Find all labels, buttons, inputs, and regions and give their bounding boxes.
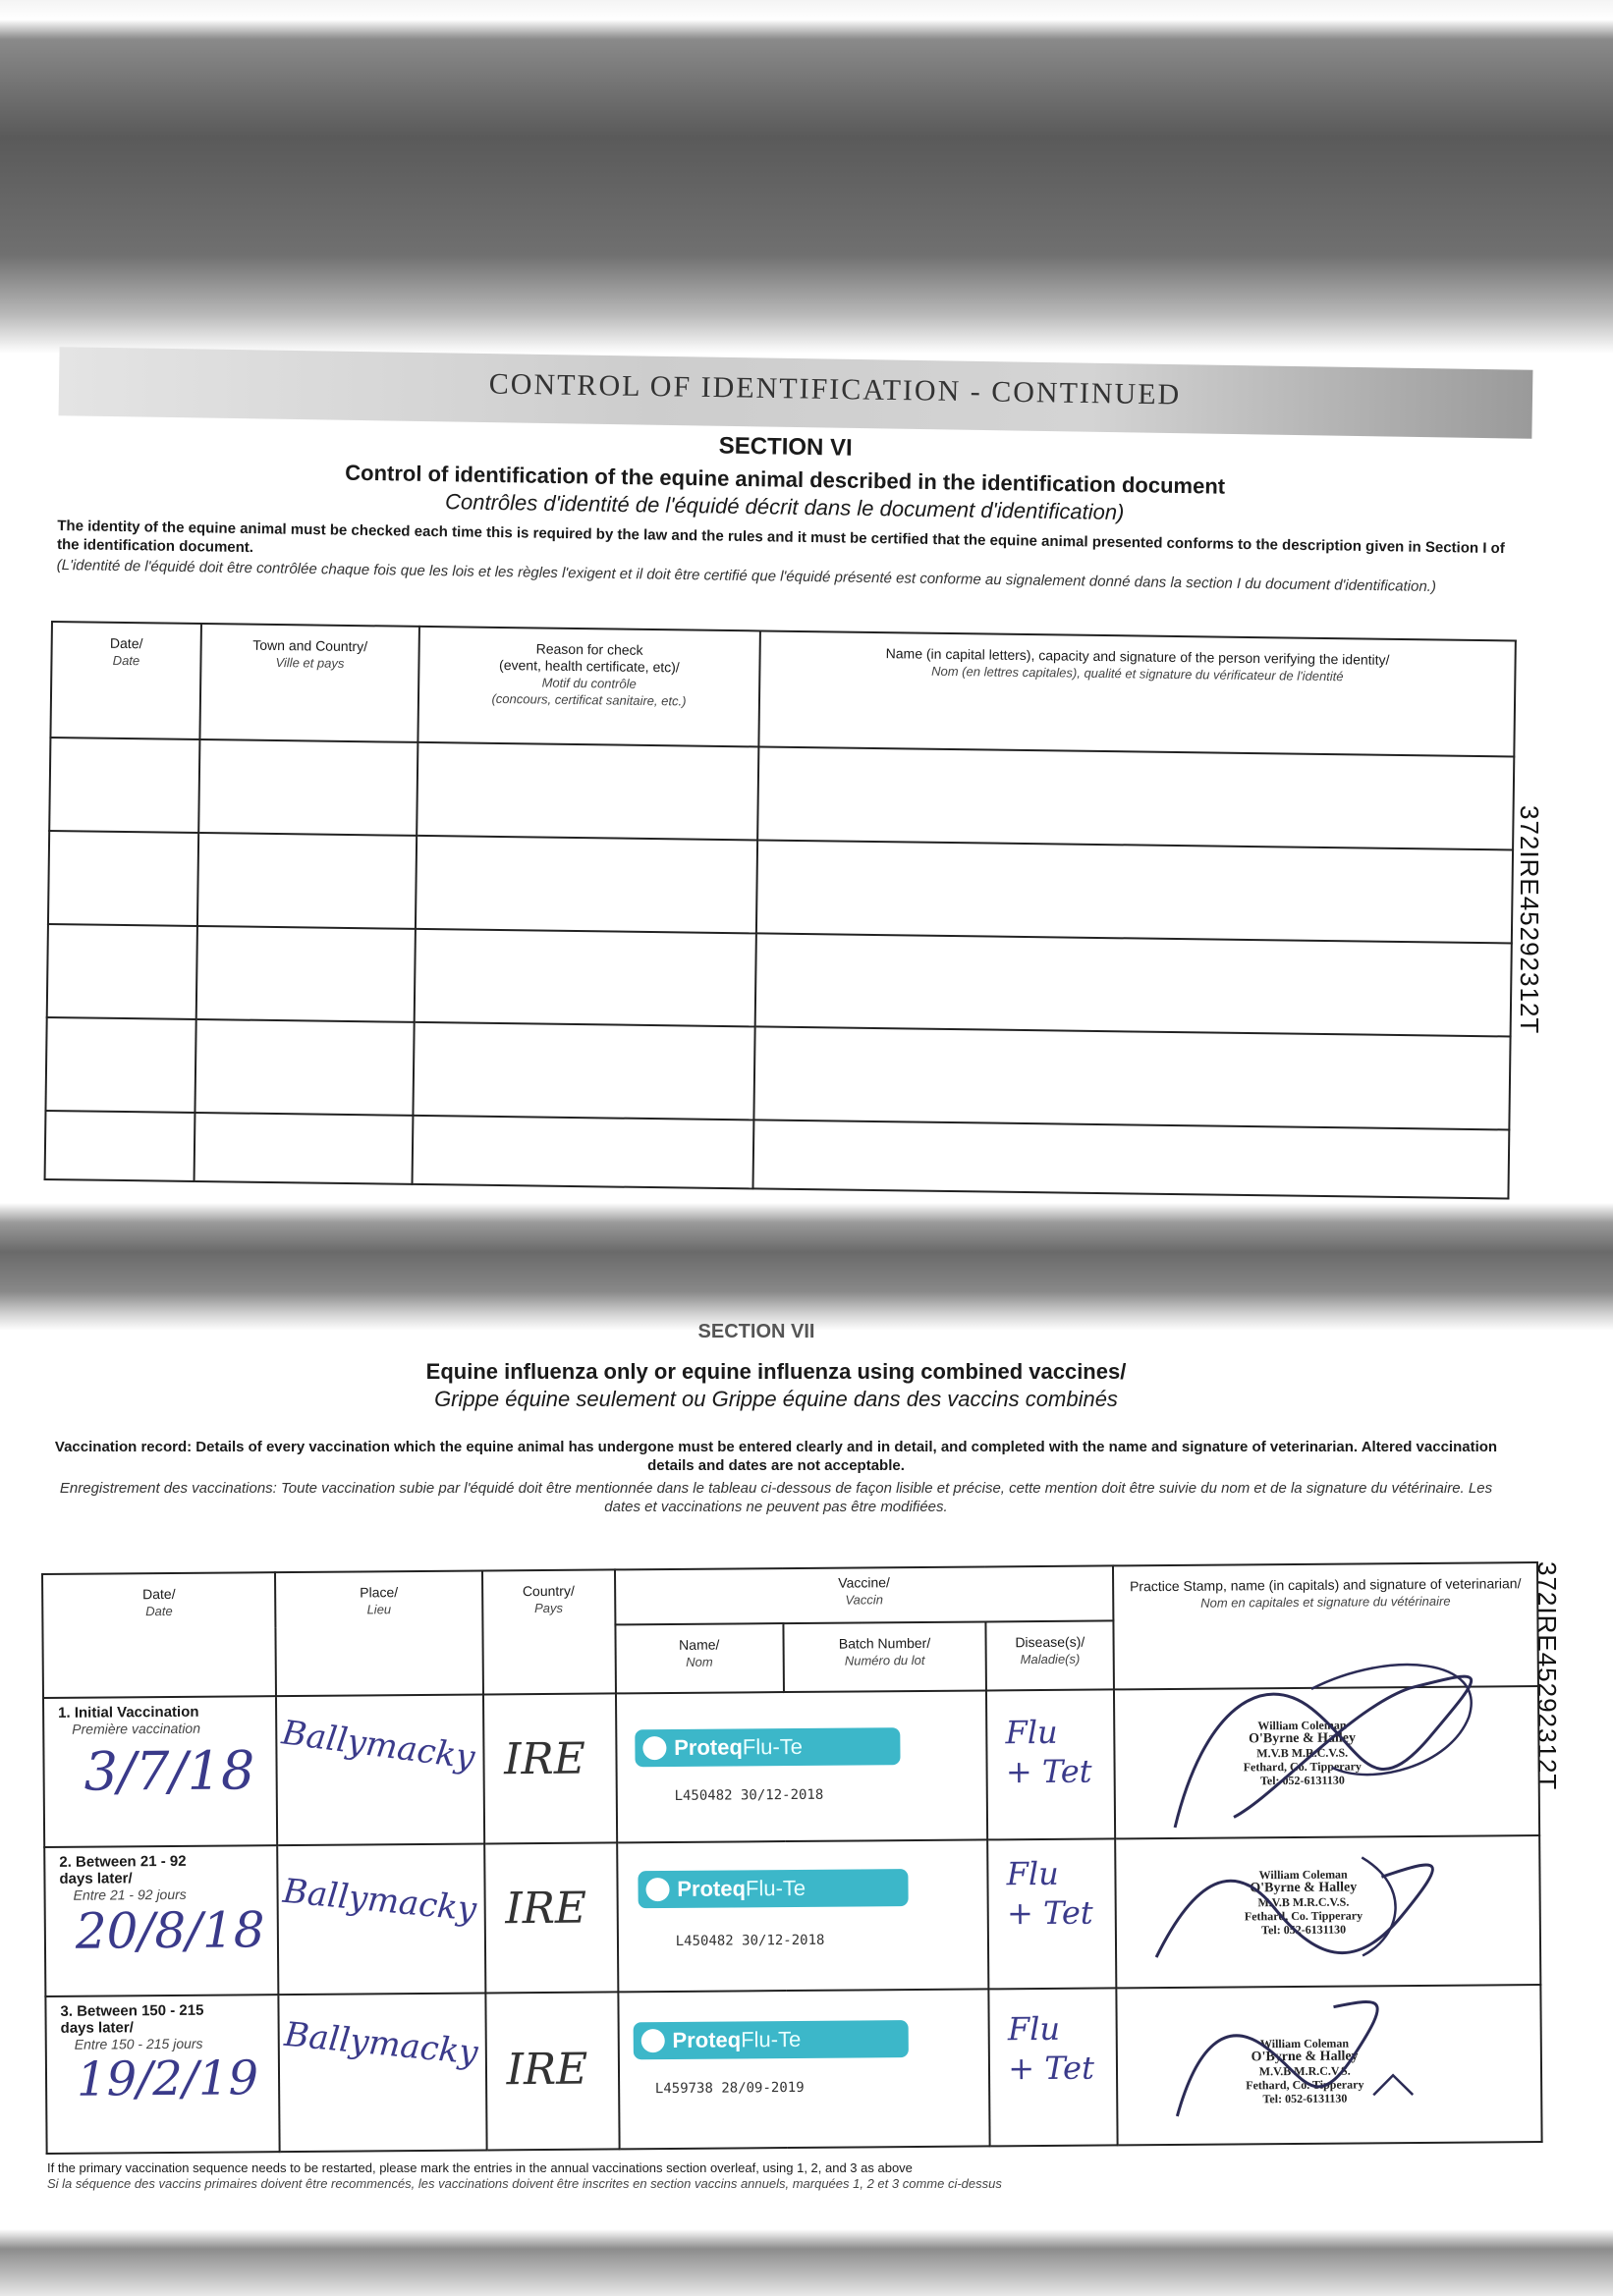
- vac-country-cell: IRE: [485, 1992, 619, 2150]
- vac-label-cell: [617, 1839, 989, 1992]
- footer-note-en: If the primary vaccination sequence needs to be restarted, please mark the entries in the annual vaccinations section overleaf, using 1, 2, and 3 as above: [47, 2160, 913, 2175]
- vet-stamp: William Coleman O'Byrne & Halley M.V.B M.R.C.V.S. Fethard, Co. Tipperary Tel: 052-6131130: [1246, 2036, 1364, 2106]
- vac-col-batch: Batch Number/ Numéro du lot: [783, 1621, 986, 1692]
- section6-title-fr: Contrôles d'identité de l'équidé décrit dans le document d'identification): [444, 489, 1125, 525]
- section7-record-en: Vaccination record: Details of every vaccination which the equine animal has undergone must be entered clearly and in detail, and completed with the name and signature of veterinarian. Altered vaccination details and dates are not acceptable.: [54, 1439, 1498, 1474]
- vaccine-sticker: ProteqFlu-Te: [638, 1869, 908, 1908]
- section7-record-fr: Enregistrement des vaccinations: Toute vaccination subie par l'équidé doit être mentionnée dans le tableau ci-dessous de façon lisible et précise, cette mention doit être suivie du nom et de la signature du vétérinaire. Les dates et vaccinations ne peuvent pas être modifiées.: [59, 1480, 1493, 1515]
- section6-intro-fr: (L'identité de l'équidé doit être contrôlée chaque fois que les lois et les règles l'exigent et il doit être certifié que l'équidé présenté est conforme au signalement donné dans la section I du document d'identification.): [56, 556, 1437, 596]
- id-col-name: Name (in capital letters), capacity and signature of the person verifying the identity/ Nom (en lettres capitales), qualité et signature du vérificateur de l'identité: [758, 630, 1515, 756]
- vac-col-vaccine: Vaccine/ Vaccin: [615, 1565, 1114, 1624]
- id-col-date: Date/ Date: [50, 622, 201, 739]
- vet-stamp: William Coleman O'Byrne & Halley M.V.B M.R.C.V.S. Fethard, Co. Tipperary Tel: 052-6131130: [1244, 1867, 1363, 1938]
- vac-disease-cell: Flu + Tet: [989, 1988, 1118, 2146]
- vac-date-cell: 2. Between 21 - 92 days later/ Entre 21 - 92 jours 20/8/18: [44, 1845, 279, 1996]
- vac-row-2: [44, 1835, 1540, 1996]
- vet-signature-icon: [1115, 1648, 1530, 1847]
- section7-header: [39, 1321, 1513, 1516]
- section7-label: SECTION VII: [697, 1321, 815, 1342]
- vac-place-cell: Ballymacky: [279, 1993, 487, 2152]
- vac-col-disease: Disease(s)/ Maladie(s): [986, 1620, 1114, 1690]
- section6-intro-en: The identity of the equine animal must be checked each time this is required by the law and the rules and it must be certified that the equine animal presented conforms to the description given in Section I of the identification document.: [56, 517, 1505, 558]
- sticker-logo-icon: [645, 1878, 669, 1901]
- vaccination-table: [41, 1561, 1543, 2155]
- vaccine-sticker: ProteqFlu-Te: [635, 1727, 900, 1767]
- vac-stamp-cell: [1117, 1985, 1542, 2145]
- vac-col-name: Name/ Nom: [615, 1623, 783, 1693]
- section6-label: SECTION VI: [718, 432, 853, 462]
- vac-date-cell: 1. Initial Vaccination Première vaccination 3/7/18: [43, 1696, 278, 1847]
- vac-col-country: Country/ Pays: [482, 1569, 616, 1694]
- scan-shadow-bottom: [0, 2229, 1613, 2296]
- vac-stamp-cell: [1114, 1686, 1539, 1838]
- vac-date-cell: 3. Between 150 - 215 days later/ Entre 150 - 215 jours 19/2/19: [45, 1995, 280, 2154]
- vac-header-row-1: [42, 1562, 1537, 1629]
- vac-row-1: [43, 1686, 1539, 1847]
- vet-stamp: William Coleman O'Byrne & Halley M.V.B M.R.C.V.S. Fethard, Co. Tipperary Tel: 052-6131130: [1243, 1718, 1362, 1788]
- vac-row-3: [45, 1985, 1541, 2154]
- sticker-logo-icon: [640, 2029, 664, 2052]
- vac-stamp-cell: [1115, 1835, 1540, 1988]
- vac-place-cell: Ballymacky: [276, 1694, 484, 1845]
- footer-note-fr: Si la séquence des vaccins primaires doivent être recommencés, les vaccinations doivent être inscrites en section vaccins annuels, marquées 1, 2 et 3 comme ci-dessus: [47, 2176, 1002, 2191]
- scan-shadow-top: [0, 0, 1613, 354]
- id-check-table: [44, 621, 1517, 1199]
- side-id-lower: 372IRE45292312T: [1532, 1561, 1562, 1791]
- section6-header: [57, 422, 1513, 597]
- vac-date-value: 3/7/18: [83, 1739, 255, 1803]
- id-col-reason: Reason for check (event, health certificate, etc)/ Motif du contrôle (concours, certificat sanitaire, etc.): [417, 627, 760, 747]
- vaccine-batch: L459738 28/09-2019: [654, 2079, 805, 2098]
- side-id-upper: 372IRE45292312T: [1515, 805, 1544, 1035]
- vac-country-cell: IRE: [483, 1693, 617, 1843]
- section7-title-fr: Grippe équine seulement ou Grippe équine dans des vaccins combinés: [434, 1387, 1118, 1411]
- vac-date-value: 19/2/19: [76, 2050, 259, 2107]
- footer-note: [47, 2160, 1324, 2192]
- vet-signature-icon: [1118, 1986, 1531, 2146]
- banner-title: CONTROL OF IDENTIFICATION - CONTINUED: [488, 367, 1182, 411]
- vac-place-cell: Ballymacky: [278, 1843, 486, 1995]
- vac-disease-cell: Flu + Tet: [987, 1838, 1116, 1989]
- vaccine-batch: L450482 30/12-2018: [675, 1932, 825, 1949]
- scan-shadow-fold: [0, 1203, 1613, 1331]
- vaccine-sticker: ProteqFlu-Te: [633, 2020, 908, 2059]
- vet-signature-icon: [1116, 1836, 1530, 1987]
- vac-col-stamp: Practice Stamp, name (in capitals) and signature of veterinarian/ Nom en capitales et signature du vétérinaire: [1113, 1562, 1538, 1689]
- vac-label-cell: [618, 1989, 990, 2149]
- id-col-town: Town and Country/ Ville et pays: [199, 624, 419, 742]
- section6-title-en: Control of identification of the equine animal described in the identification document: [345, 460, 1226, 499]
- vac-country-cell: IRE: [484, 1842, 618, 1993]
- vac-disease-cell: Flu + Tet: [986, 1689, 1115, 1839]
- section7-title-en: Equine influenza only or equine influenza using combined vaccines/: [425, 1359, 1127, 1384]
- vac-date-value: 20/8/18: [75, 1901, 265, 1960]
- sticker-logo-icon: [642, 1736, 666, 1760]
- vac-col-place: Place/ Lieu: [275, 1570, 482, 1696]
- vac-col-date: Date/ Date: [42, 1572, 276, 1698]
- id-table-header-row: [50, 622, 1515, 756]
- vac-label-cell: [616, 1690, 988, 1842]
- vaccine-batch: L450482 30/12-2018: [674, 1786, 824, 1804]
